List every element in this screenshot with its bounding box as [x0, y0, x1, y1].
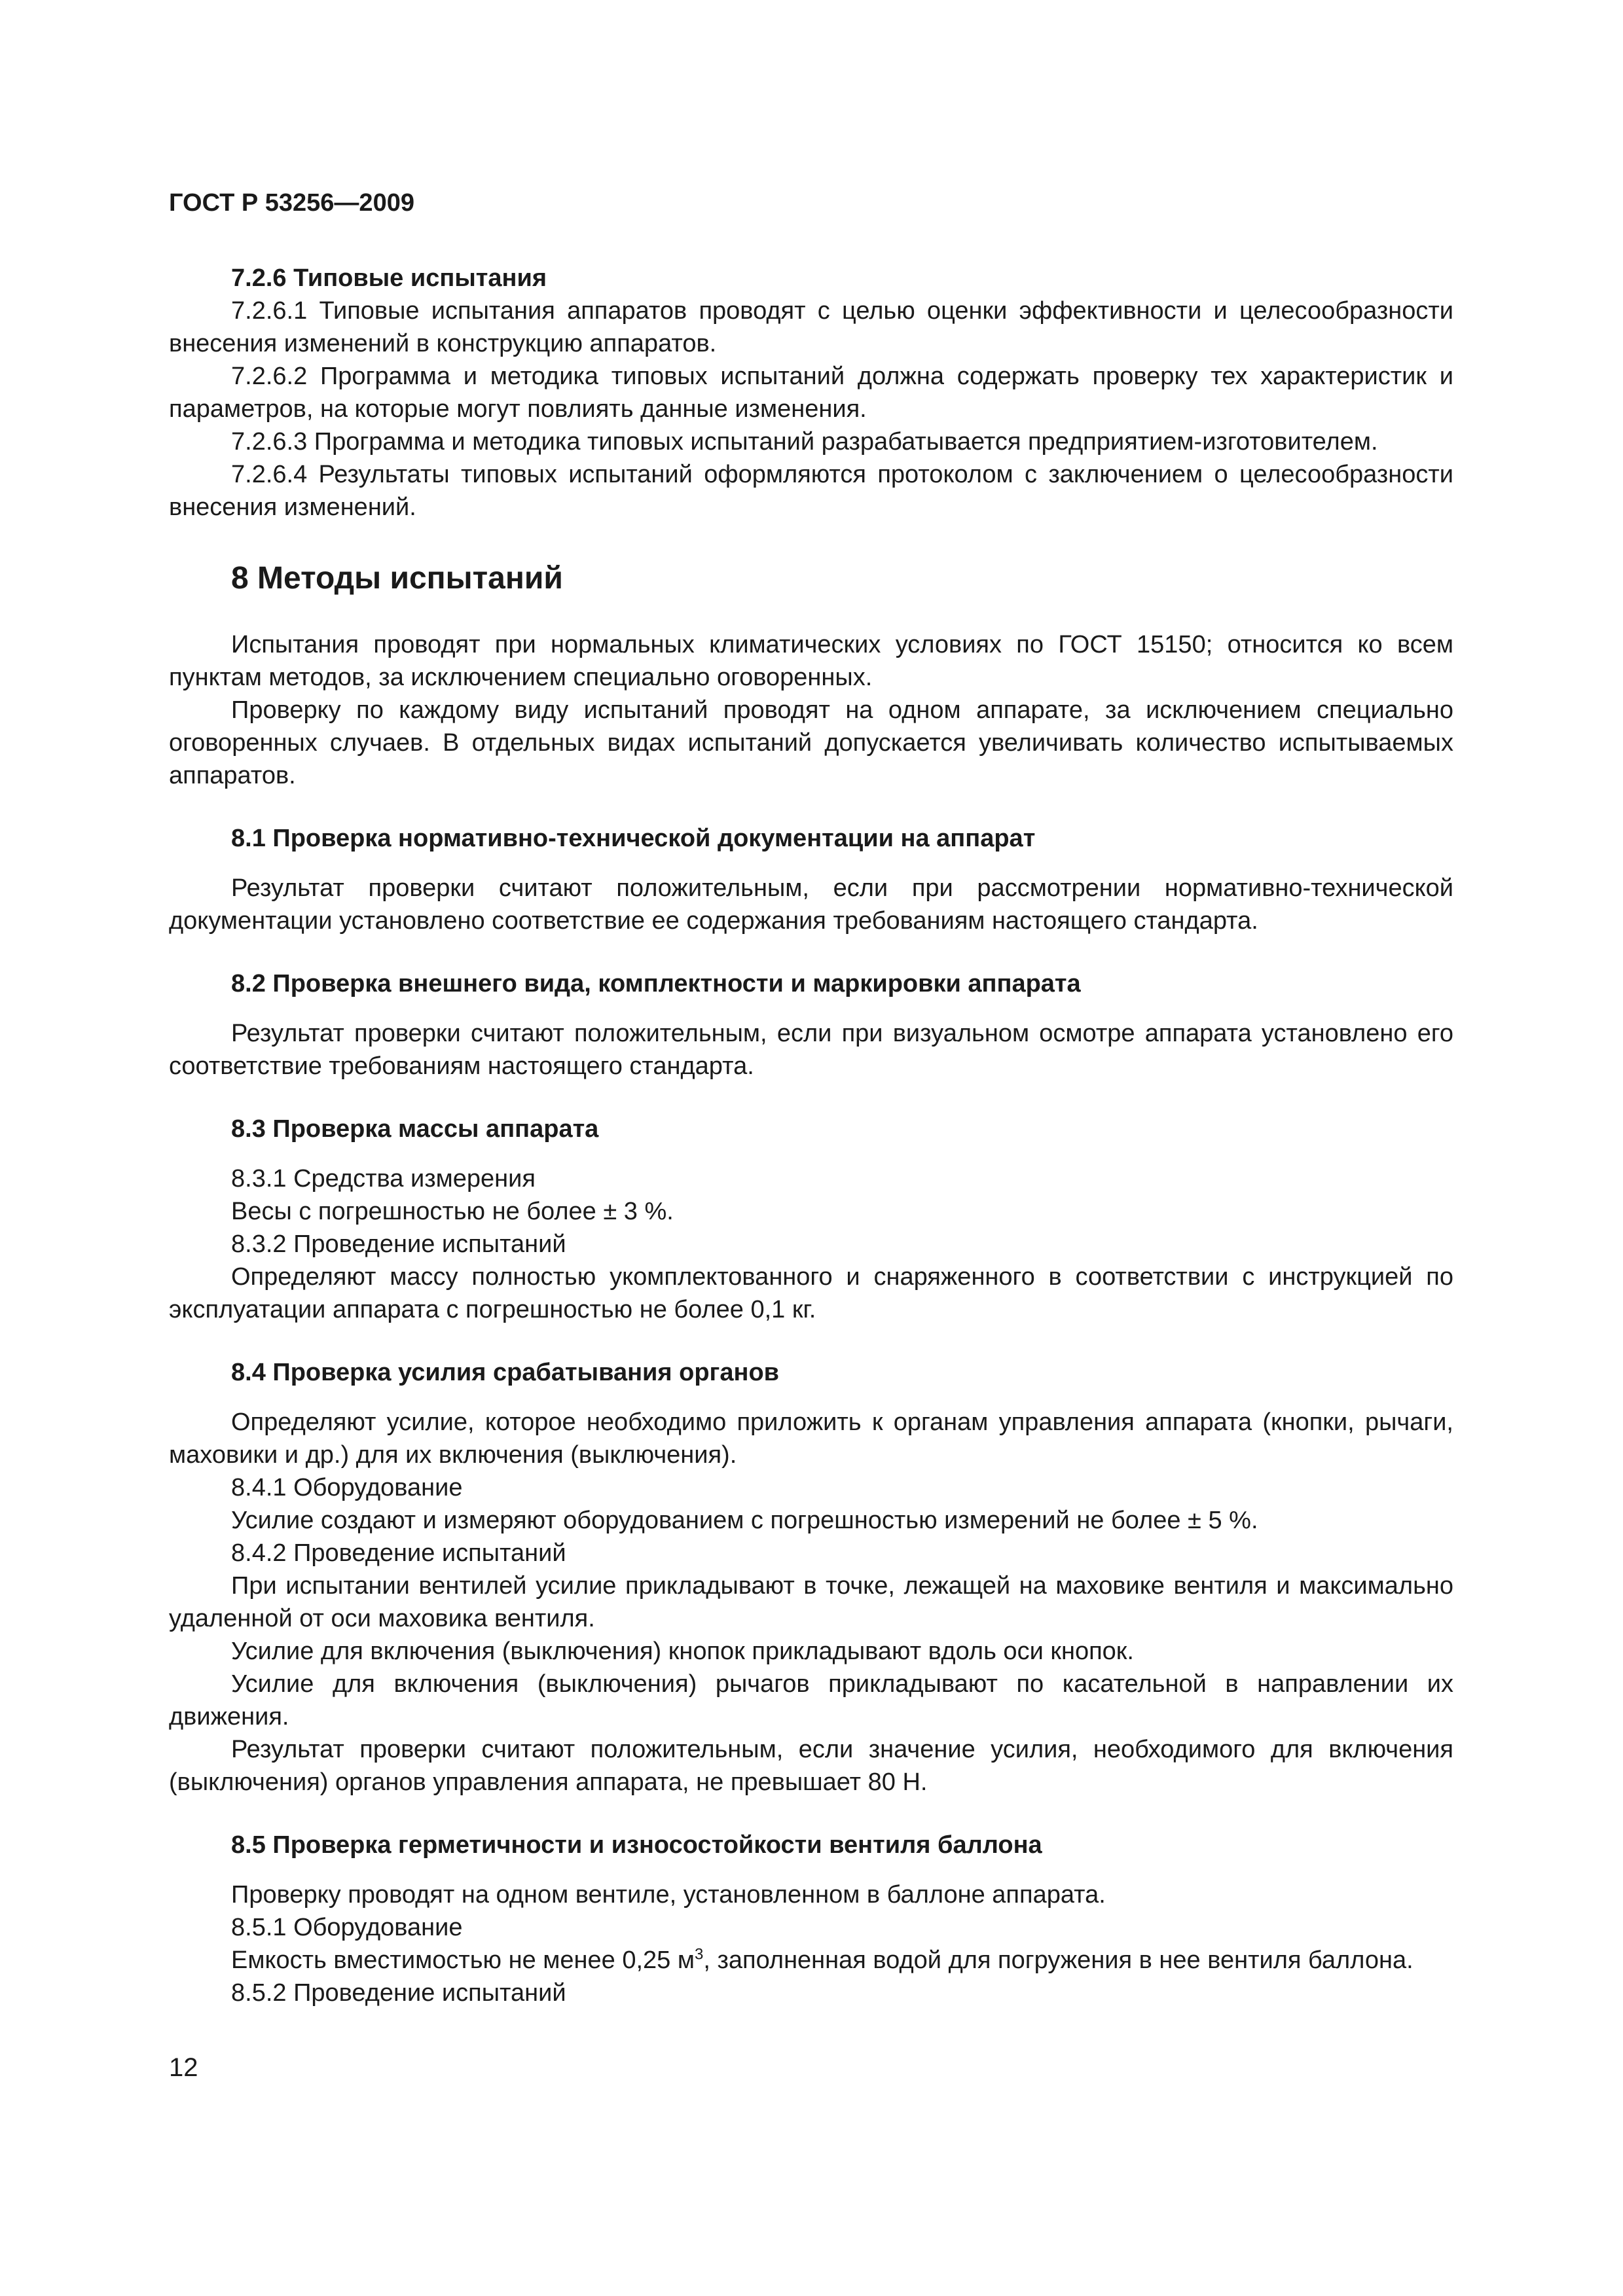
section-8-3-heading: 8.3 Проверка массы аппарата: [231, 1115, 599, 1143]
paragraph-8-3-2: 8.3.2 Проведение испытаний: [231, 1230, 566, 1258]
paragraph-8-5-1-text: [169, 1944, 1453, 1977]
paragraph-7-2-6-3: 7.2.6.3 Программа и методика типовых испытаний разрабатывается предприятием-изготовителем.: [231, 428, 1378, 456]
paragraph-8-4-2-valves: При испытании вентилей усилие прикладывают в точке, лежащей на маховике вентиля и максимально удаленной от оси маховика вентиля.: [169, 1572, 1453, 1632]
page-body: [169, 262, 1453, 2009]
paragraph-8-intro-2: Проверку по каждому виду испытаний проводят на одном аппарате, за исключением специально оговоренных случаев. В отдельных видах испытаний допускается увеличивать количество испытываемых аппаратов.: [169, 696, 1453, 789]
paragraph-7-2-6-4: 7.2.6.4 Результаты типовых испытаний оформляются протоколом с заключением о целесообразности внесения изменений.: [169, 461, 1453, 521]
section-8-1-heading: 8.1 Проверка нормативно-технической документации на аппарат: [231, 825, 1036, 852]
document-header: ГОСТ Р 53256—2009: [169, 189, 414, 217]
paragraph-8-3-1-text: Весы с погрешностью не более ± 3 %.: [231, 1198, 674, 1225]
paragraph-8-2: Результат проверки считают положительным, если при визуальном осмотре аппарата установлено его соответствие требованиям настоящего стандарта.: [169, 1020, 1453, 1080]
paragraph-8-4-2-result: Результат проверки считают положительным, если значение усилия, необходимого для включения (выключения) органов управления аппарата, не превышает 80 Н.: [169, 1736, 1453, 1796]
section-8-2-heading: 8.2 Проверка внешнего вида, комплектности и маркировки аппарата: [231, 970, 1081, 997]
paragraph-8-4-intro: Определяют усилие, которое необходимо приложить к органам управления аппарата (кнопки, рычаги, маховики и др.) для их включения (выключения).: [169, 1408, 1453, 1469]
paragraph-8-5-1-text-start: Емкость вместимостью не менее 0,25 м: [231, 1946, 695, 1974]
paragraph-8-5-intro: Проверку проводят на одном вентиле, установленном в баллоне аппарата.: [231, 1881, 1106, 1909]
paragraph-8-4-1-text: Усилие создают и измеряют оборудованием с погрешностью измерений не более ± 5 %.: [231, 1507, 1258, 1534]
paragraph-7-2-6-2: 7.2.6.2 Программа и методика типовых испытаний должна содержать проверку тех характеристик и параметров, на которые могут повлиять данные изменения.: [169, 363, 1453, 423]
section-7-2-6-heading: 7.2.6 Типовые испытания: [231, 264, 547, 292]
paragraph-8-1: Результат проверки считают положительным, если при рассмотрении нормативно-технической документации установлено соответствие ее содержания требованиям настоящего стандарта.: [169, 874, 1453, 935]
paragraph-8-5-2: 8.5.2 Проведение испытаний: [231, 1979, 566, 2007]
paragraph-8-3-2-text: Определяют массу полностью укомплектованного и снаряженного в соответствии с инструкцией по эксплуатации аппарата с погрешностью не более 0,1 кг.: [169, 1263, 1453, 1323]
paragraph-8-4-2-levers: Усилие для включения (выключения) рычагов прикладывают по касательной в направлении их движения.: [169, 1670, 1453, 1731]
section-8-4-heading: 8.4 Проверка усилия срабатывания органов: [231, 1359, 780, 1386]
cubic-superscript: 3: [694, 1945, 704, 1964]
paragraph-8-4-2: 8.4.2 Проведение испытаний: [231, 1539, 566, 1567]
page-number: 12: [169, 2053, 198, 2082]
paragraph-8-4-2-buttons: Усилие для включения (выключения) кнопок прикладывают вдоль оси кнопок.: [231, 1638, 1134, 1665]
paragraph-8-3-1: 8.3.1 Средства измерения: [231, 1165, 536, 1193]
paragraph-8-4-1: 8.4.1 Оборудование: [231, 1474, 463, 1501]
paragraph-8-intro-1: Испытания проводят при нормальных климатических условиях по ГОСТ 15150; относится ко всем пунктам методов, за исключением специально оговоренных.: [169, 631, 1453, 691]
paragraph-8-5-1-text-end: , заполненная водой для погружения в нее вентиля баллона.: [703, 1946, 1413, 1974]
paragraph-8-5-1: 8.5.1 Оборудование: [231, 1914, 463, 1941]
section-8-heading: 8 Методы испытаний: [231, 561, 563, 596]
paragraph-7-2-6-1: 7.2.6.1 Типовые испытания аппаратов проводят с целью оценки эффективности и целесообразности внесения изменений в конструкцию аппаратов.: [169, 297, 1453, 357]
section-8-5-heading: 8.5 Проверка герметичности и износостойкости вентиля баллона: [231, 1831, 1042, 1859]
